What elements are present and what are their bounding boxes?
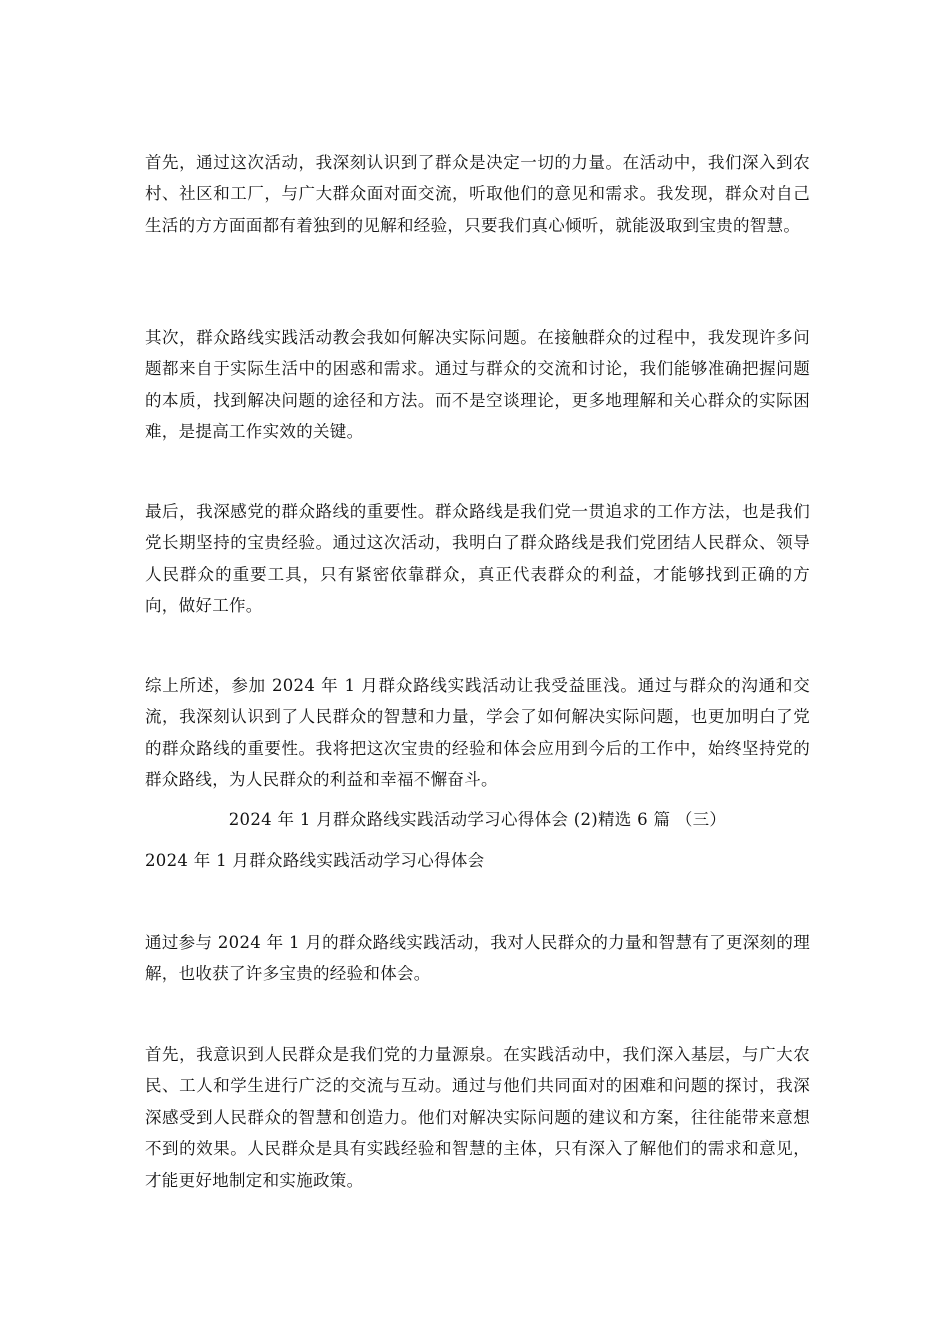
- article-first-paragraph: 首先，我意识到人民群众是我们党的力量源泉。在实践活动中，我们深入基层，与广大农民、工人和学生进行广泛的交流与互动。通过与他们共同面对的困难和问题的探讨，我深深感受到人民群众的智慧和创造力。他们对解决实际问题的建议和方案，往往能带来意想不到的效果。人民群众是具有实践经验和智慧的主体，只有深入了解他们的需求和意见，才能更好地制定和实施政策。: [145, 1045, 810, 1190]
- article-intro-paragraph: 通过参与 2024 年 1 月的群众路线实践活动，我对人民群众的力量和智慧有了更深刻的理解，也收获了许多宝贵的经验和体会。: [145, 933, 810, 984]
- paragraph-first: 首先，通过这次活动，我深刻认识到了群众是决定一切的力量。在活动中，我们深入到农村、社区和工厂，与广大群众面对面交流，听取他们的意见和需求。我发现，群众对自己生活的方方面面都有着独到的见解和经验，只要我们真心倾听，就能汲取到宝贵的智慧。: [145, 153, 810, 235]
- paragraph-summary: 综上所述，参加 2024 年 1 月群众路线实践活动让我受益匪浅。通过与群众的沟通和交流，我深刻认识到了人民群众的智慧和力量，学会了如何解决实际问题，也更加明白了党的群众路线的重要性。我将把这次宝贵的经验和体会应用到今后的工作中，始终坚持党的群众路线，为人民群众的利益和幸福不懈奋斗。: [145, 676, 810, 790]
- paragraph-last: 最后，我深感党的群众路线的重要性。群众路线是我们党一贯追求的工作方法，也是我们党长期坚持的宝贵经验。通过这次活动，我明白了群众路线是我们党团结人民群众、领导人民群众的重要工具，只有紧密依靠群众，真正代表群众的利益，才能够找到正确的方向，做好工作。: [145, 502, 810, 616]
- article-title: 2024 年 1 月群众路线实践活动学习心得体会: [145, 851, 485, 870]
- paragraph-second: 其次，群众路线实践活动教会我如何解决实际问题。在接触群众的过程中，我发现许多问题都来自于实际生活中的困惑和需求。通过与群众的交流和讨论，我们能够准确把握问题的本质，找到解决问题的途径和方法。而不是空谈理论，更多地理解和关心群众的实际困难，是提高工作实效的关键。: [145, 328, 810, 442]
- section-heading: 2024 年 1 月群众路线实践活动学习心得体会 (2)精选 6 篇 （三）: [228, 810, 727, 829]
